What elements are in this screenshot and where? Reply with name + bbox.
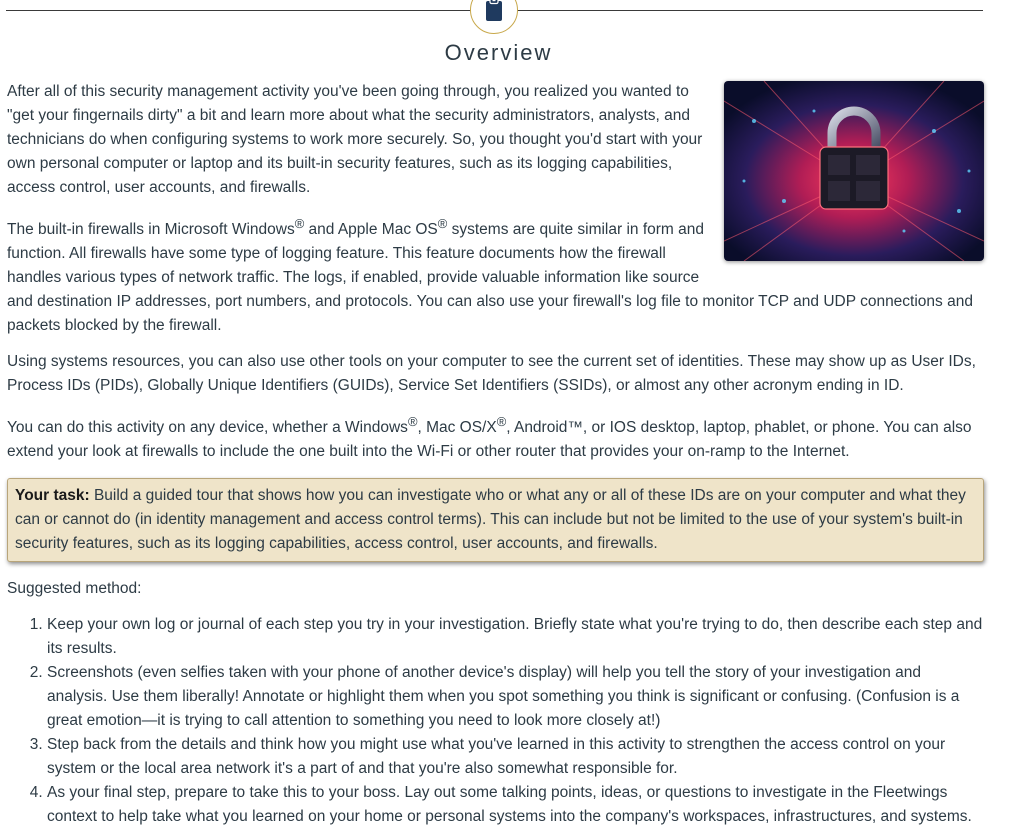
- clipboard-icon: [484, 0, 504, 22]
- intro-paragraph-3: Using systems resources, you can also use other tools on your computer to see the current set of identities. These may show up as User IDs, Process IDs (PIDs), Globally Unique Identifiers (GUIDs), Service Set Identifiers (SSIDs), or almost any other acronym ending in ID.: [7, 353, 976, 395]
- method-label: Suggested method:: [7, 580, 142, 598]
- list-item: 2. Screenshots (even selfies taken with your phone of another device's display) will help you tell the story of your investigation and analysis. Use them liberally! Annotate or highlight them when you spot something you think is significant or confusing. (Confusion is a great emotion—it is trying to call attention to something you need to look more closely at!): [47, 661, 984, 733]
- task-label: Your task:: [15, 487, 90, 505]
- list-item: 1. Keep your own log or journal of each step you try in your investigation. Briefly state what you're trying to do, then describe each step and its results.: [47, 613, 984, 661]
- section-badge: [470, 0, 518, 34]
- list-item: 4. As your final step, prepare to take this to your boss. Lay out some talking points, ideas, or questions to investigate in the Fleetwings context to help take what you learned on your home or personal systems into the company's workspaces, infrastructures, and systems.: [47, 781, 984, 829]
- page-title: Overview: [444, 40, 553, 65]
- intro-paragraph-2: The built-in firewalls in Microsoft Windows® and Apple Mac OS® systems are quite similar in form and function. All firewalls have some type of logging feature. This feature documents how the firewall handles various types of network traffic. The logs, if enabled, provide valuable information like source and destination IP addresses, port numbers, and protocols. You can also use your firewall's log file to monitor TCP and UDP connections and packets blocked by the firewall.: [7, 216, 973, 335]
- task-text: Build a guided tour that shows how you can investigate who or what any or all of these IDs are on your computer and what they can or cannot do (in identity management and access control terms). This can include but not be limited to the use of your system's built-in security features, such as its logging capabilities, access control, user accounts, and firewalls.: [15, 487, 966, 553]
- intro-paragraph-4: You can do this activity on any device, whether a Windows®, Mac OS/X®, Android™, or IOS desktop, laptop, phablet, or phone. You can also extend your look at firewalls to include the one built into the Wi-Fi or other router that provides your on-ramp to the Internet.: [7, 414, 972, 461]
- list-item: 3. Step back from the details and think how you might use what you've learned in this activity to strengthen the access control on your system or the local area network it's a part of and that you're also somewhat responsible for.: [47, 733, 984, 781]
- method-steps-list: [7, 613, 984, 829]
- padlock-hero-image: [724, 81, 984, 261]
- intro-paragraph-1: After all of this security management activity you've been going through, you realized you wanted to "get your fingernails dirty" a bit and learn more about what the security administrators, analysts, and technicians do when configuring systems to work more securely. So, you thought you'd start with your own personal computer or laptop and its built-in security features, such as its logging capabilities, access control, user accounts, and firewalls.: [7, 83, 703, 196]
- task-callout: [7, 478, 984, 562]
- overview-content: [7, 80, 984, 829]
